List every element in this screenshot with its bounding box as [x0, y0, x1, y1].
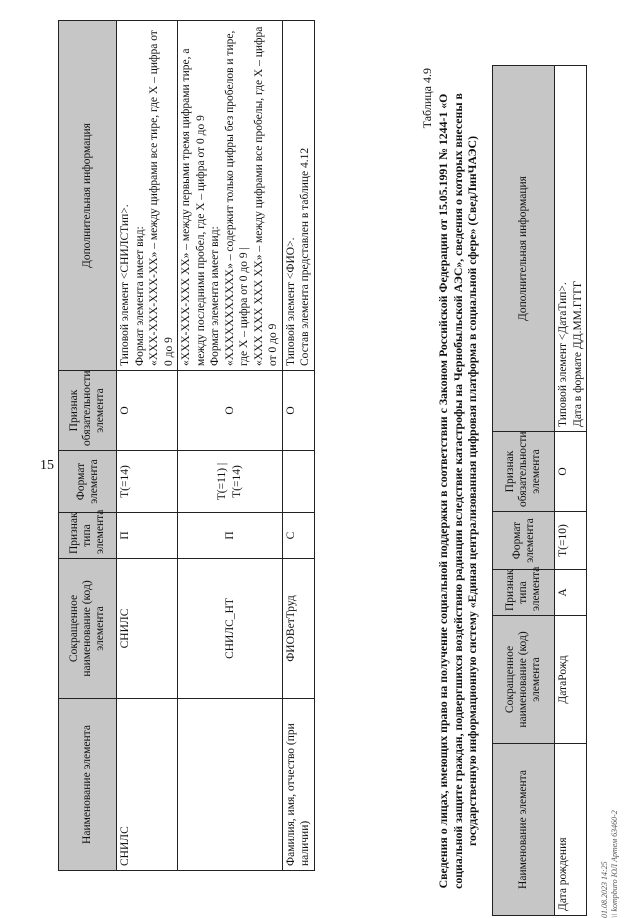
cell-code: СНИЛС_НТ	[178, 559, 283, 699]
col-header-format: Формат элемента	[59, 451, 117, 513]
cell-name: СНИЛС	[117, 699, 178, 871]
cell-required: О	[555, 432, 587, 512]
table-row	[178, 21, 283, 871]
col-header-required: Признак обязательности элемента	[493, 432, 555, 512]
info-line: «XXX XXX XXX XX» – между цифрами все пробелы, где X – цифра от 0 до 9	[252, 26, 279, 366]
stamp-line: \\ kompburo ЮЛ Артем 63460-2	[610, 810, 619, 918]
cell-format: T(=11) | T(=14)	[178, 451, 283, 513]
info-line: Типовой элемент <ДатаТип>.	[557, 282, 569, 427]
info-line: Формат элемента имеет вид:	[209, 226, 221, 366]
print-stamp	[600, 810, 620, 918]
cell-info	[178, 21, 283, 371]
cell-code: СНИЛС	[117, 559, 178, 699]
cell-type: П	[117, 513, 178, 559]
cell-info	[555, 66, 587, 432]
info-line: «XXX-XXX-XXX XX» – между первыми тремя цифрами тире, а между последними пробел, где X – цифра от 0 до 9	[180, 48, 207, 366]
cell-required: О	[178, 371, 283, 451]
col-header-name: Наименование элемента	[59, 699, 117, 871]
col-header-code: Сокращенное наименование (код) элемента	[493, 616, 555, 744]
col-header-code: Сокращенное наименование (код) элемента	[59, 559, 117, 699]
cell-info	[282, 21, 314, 371]
cell-format: T(=10)	[555, 512, 587, 570]
col-header-required: Признак обязательности элемента	[59, 371, 117, 451]
stamp-line: 01.08.2023 14:25	[600, 861, 609, 918]
table-header-row	[59, 21, 117, 871]
col-header-type: Признак типа элемента	[493, 570, 555, 616]
cell-type: А	[555, 570, 587, 616]
table-caption: Сведения о лицах, имеющих право на получение социальной поддержки в соответствии с Законом Российской Федерации от 15.05.1991 № 1244-1 «О социальной защите граждан, подвергшихся воздействию радиации вследствие катастрофы на Чернобыльской АЭС», сведения о которых внесены в государственную информационную систему «Единая централизованная цифровая платформа в социальной сфере» (СведЛинЧАЭС)	[436, 93, 479, 889]
col-header-format: Формат элемента	[493, 512, 555, 570]
cell-name	[178, 699, 283, 871]
info-line: Типовой элемент <ФИО>.	[284, 237, 297, 366]
col-header-name: Наименование элемента	[493, 744, 555, 916]
cell-name: Дата рождения	[555, 744, 587, 916]
col-header-type: Признак типа элемента	[59, 513, 117, 559]
cell-format: T(=14)	[117, 451, 178, 513]
info-line: Состав элемента представлен в таблице 4.12	[299, 147, 311, 366]
elements-table-continued	[58, 20, 315, 871]
cell-code: ДатаРожд	[555, 616, 587, 744]
col-header-info: Дополнительная информация	[493, 66, 555, 432]
info-line: Дата в формате ДД.ММ.ГГГГ	[571, 280, 584, 427]
cell-name: Фамилия, имя, отчество (при наличии)	[282, 699, 314, 871]
cell-format	[282, 451, 314, 513]
cell-info	[117, 21, 178, 371]
cell-required: О	[282, 371, 314, 451]
cell-code: ФИОВетТруд	[282, 559, 314, 699]
elements-table	[492, 65, 587, 916]
table-row	[117, 21, 178, 871]
info-line: «XXX-XXX-XXX-XX» – между цифрами все тире, где X – цифра от 0 до 9	[148, 30, 175, 366]
cell-required: О	[117, 371, 178, 451]
table-row	[282, 21, 314, 871]
cell-type: П	[178, 513, 283, 559]
cell-type: С	[282, 513, 314, 559]
table-header-row	[493, 66, 555, 916]
table-label: Таблица 4.9	[420, 68, 434, 129]
info-line: Формат элемента имеет вид:	[133, 226, 146, 366]
col-header-info: Дополнительная информация	[59, 21, 117, 371]
info-line: «XXXXXXXXXXX» – содержит только цифры без пробелов и тире, где X – цифра от 0 до 9 |	[223, 30, 250, 366]
page-number: 15	[40, 458, 54, 473]
info-line: Типовой элемент <СНИЛСТип>.	[119, 204, 131, 366]
table-row	[555, 66, 587, 916]
